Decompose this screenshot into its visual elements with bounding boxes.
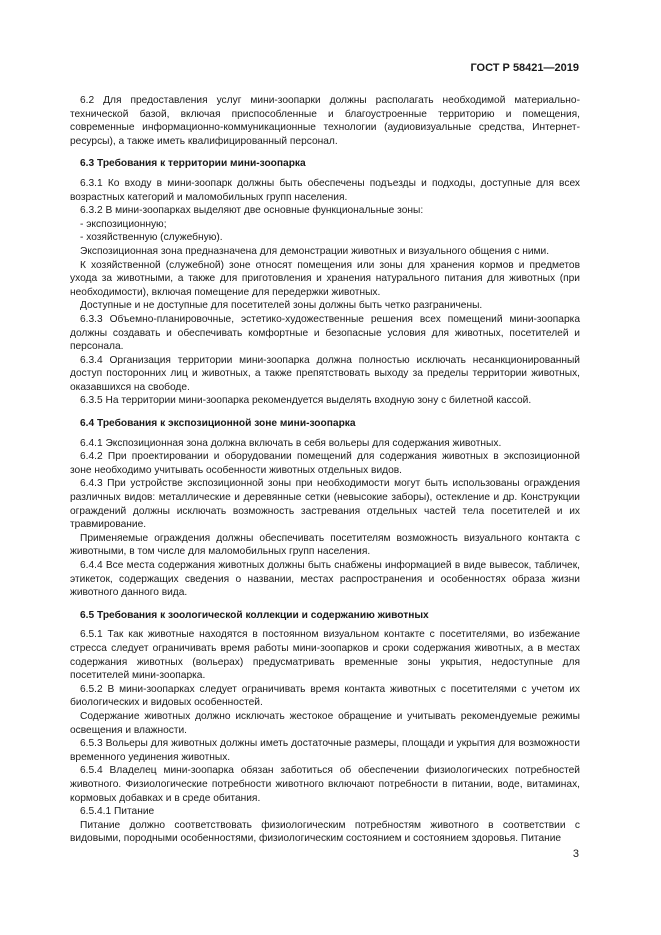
paragraph-fences: Применяемые ограждения должны обеспечивать посетителям возможность визуального контакта с животными, в том числе для маломобильных групп населения. [70, 532, 580, 558]
paragraph-service-zone: К хозяйственной (служебной) зоне относят помещения или зоны для хранения кормов и предметов ухода за животными, а также для приготовления и хранения натурального питания для животных (при необходимости), включая помещение для передержки животных. [70, 259, 580, 298]
list-item: - экспозиционную; [80, 218, 167, 230]
section-heading-6-3: 6.3 Требования к территории мини-зоопарка [80, 158, 306, 170]
paragraph-6-4-3: 6.4.3 При устройстве экспозиционной зоны при необходимости могут быть использованы ограждения различных видов: металлические и деревянные сетки (невысокие заборы), остекление и др. Конструкции ограждений должны исключать возможность застревания отдельных частей тела посетителей и их травмирование. [70, 478, 580, 531]
paragraph-6-5-1: 6.5.1 Так как животные находятся в постоянном визуальном контакте с посетителями, во избежание стресса следует ограничивать время работы мини-зоопарков и сроки содержания животных, а в местах содержания животных (вольерах) предусматривать временные зоны укрытия, недоступные для посетителей мини-зоопарка. [70, 629, 580, 682]
paragraph-6-5-2: 6.5.2 В мини-зоопарках следует ограничивать время контакта животных с посетителями с учетом их биологических и видовых особенностей. [70, 683, 580, 709]
paragraph-6-2: 6.2 Для предоставления услуг мини-зоопарки должны располагать необходимой материально-технической базой, включая приспособленные и благоустроенные территорию и помещения, современные информационно-коммуникационные технологии (аудиовизуальные средства, Интернет-ресурсы), а также иметь квалифицированный персонал. [70, 95, 580, 147]
paragraph-6-5-3: 6.5.3 Вольеры для животных должны иметь достаточные размеры, площади и укрытия для возможности временного уединения животных. [70, 738, 580, 763]
paragraph-6-5-4: 6.5.4 Владелец мини-зоопарка обязан заботиться об обеспечении физиологических потребностей животного. Физиологические потребности животного включают потребности в питании, воде, витаминах, кормовых добавках и в среде обитания. [70, 765, 580, 804]
section-heading-6-5: 6.5 Требования к зоологической коллекции и содержанию животных [80, 609, 429, 621]
paragraph-6-5-4-1: 6.5.4.1 Питание [80, 806, 155, 818]
page-number: 3 [572, 848, 579, 860]
list-item: - хозяйственную (служебную). [80, 232, 223, 244]
document-body [70, 94, 580, 846]
paragraph-6-3-5: 6.3.5 На территории мини-зоопарка рекомендуется выделять входную зону с билетной кассой. [80, 395, 532, 407]
paragraph-6-4-2: 6.4.2 При проектировании и оборудовании помещений для содержания животных в экспозиционной зоне необходимо учитывать особенности животных отдельных видов. [70, 451, 580, 476]
paragraph-6-3-4: 6.3.4 Организация территории мини-зоопарка должна полностью исключать несанкционированный доступ посторонних лиц и животных, а также препятствовать выходу за пределы территории животных, оказавшихся на свободе. [70, 354, 580, 393]
paragraph-expo-zone: Экспозиционная зона предназначена для демонстрации животных и визуального общения с ними. [80, 245, 550, 257]
standard-designation: ГОСТ Р 58421—2019 [470, 62, 579, 74]
paragraph-nutrition: Питание должно соответствовать физиологическим потребностям животного в соответствии с видовыми, породными особенностями, физиологическим состоянием и состоянием здоровья. Питание [70, 819, 580, 845]
paragraph-keeping: Содержание животных должно исключать жестокое обращение и учитывать рекомендуемые режимы освещения и влажности. [70, 710, 580, 736]
paragraph-6-4-1: 6.4.1 Экспозиционная зона должна включать в себя вольеры для содержания животных. [80, 437, 502, 449]
paragraph-6-3-1: 6.3.1 Ко входу в мини-зоопарк должны быть обеспечены подъезды и подходы, доступные для всех возрастных категорий и маломобильных групп населения. [70, 177, 580, 203]
paragraph-zone-separation: Доступные и не доступные для посетителей зоны должны быть четко разграничены. [80, 300, 483, 312]
paragraph-6-4-4: 6.4.4 Все места содержания животных должны быть снабжены информацией в виде вывесок, табличек, этикеток, содержащих сведения о названии, местах распространения и особенностях образа жизни животного данного вида. [70, 560, 580, 599]
section-heading-6-4: 6.4 Требования к экспозиционной зоне мини-зоопарка [80, 418, 356, 430]
paragraph-6-3-2: 6.3.2 В мини-зоопарках выделяют две основные функциональные зоны: [80, 205, 424, 217]
paragraph-6-3-3: 6.3.3 Объемно-планировочные, эстетико-художественные решения всех помещений мини-зоопарка должны создавать и обеспечивать комфортные и безопасные условия для животных, посетителей и персонала. [70, 313, 580, 353]
